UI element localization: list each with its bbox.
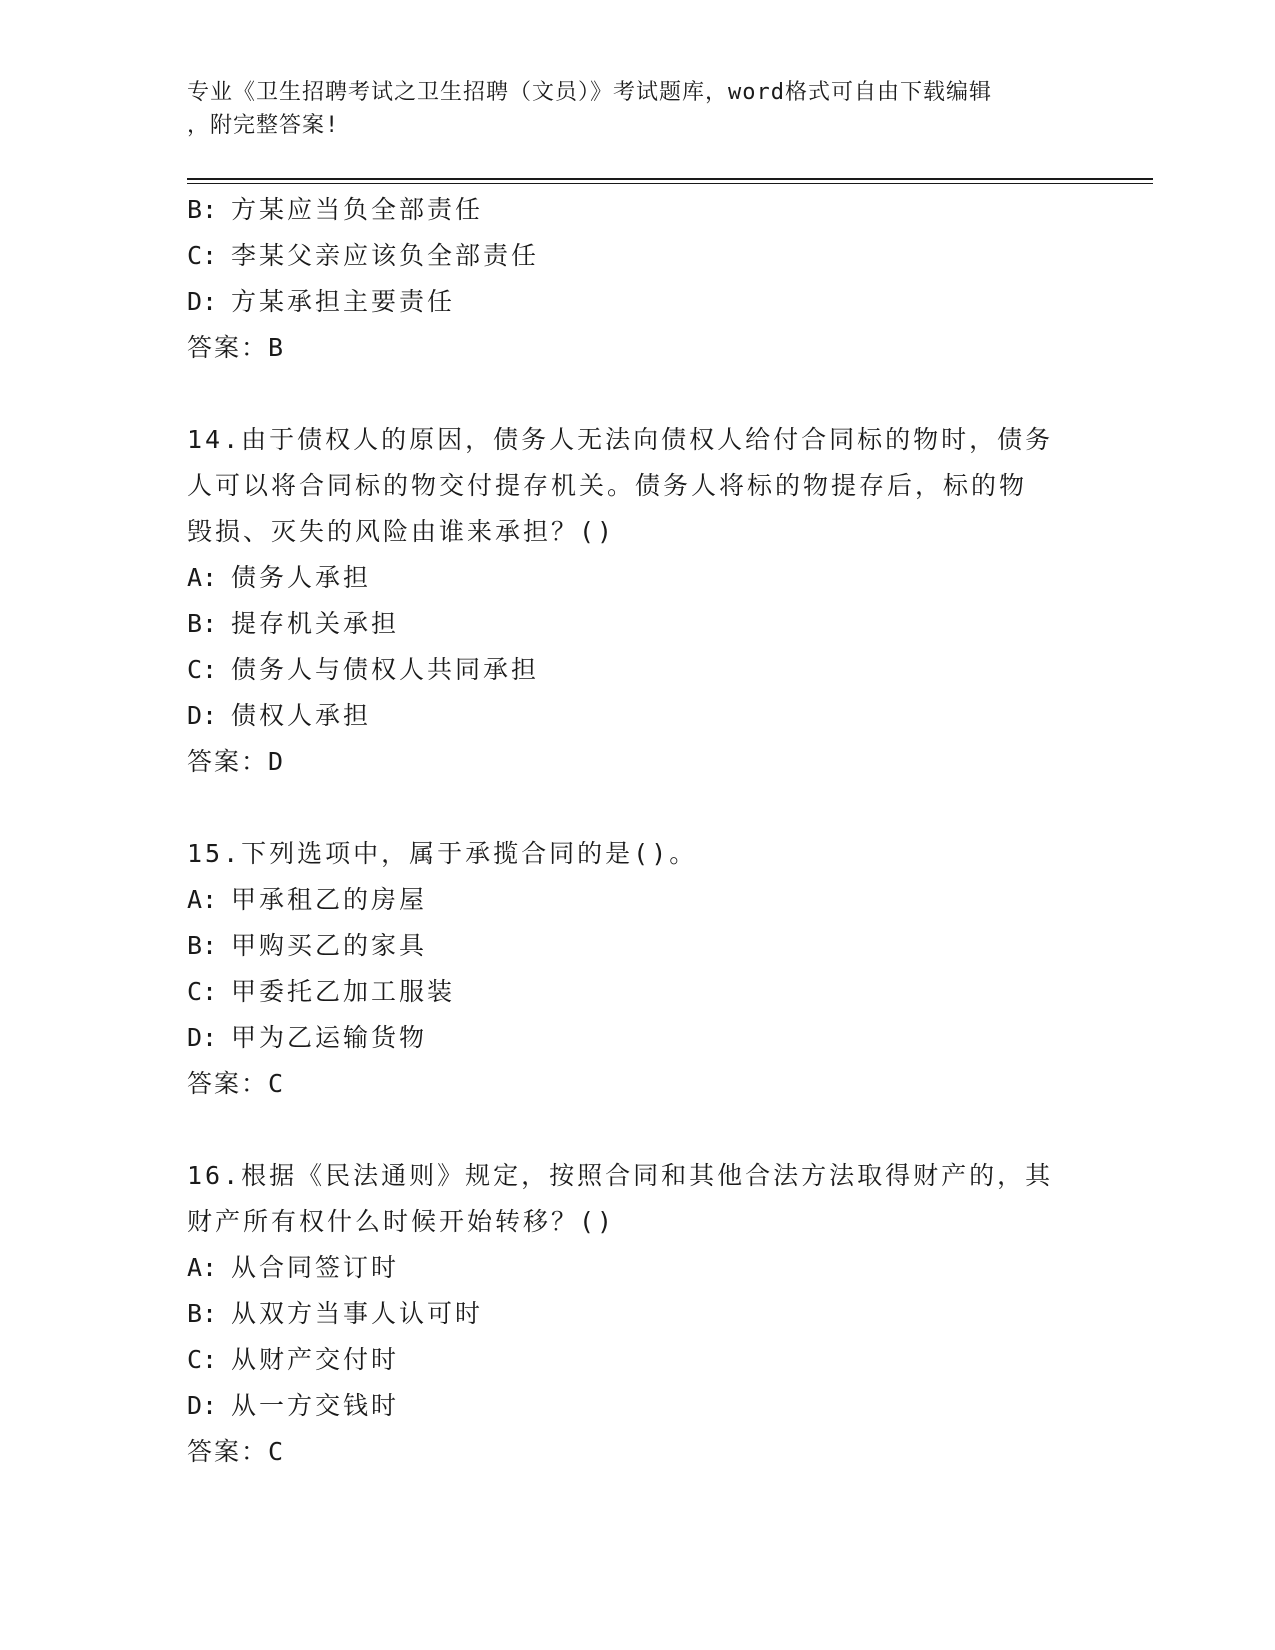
option-letter: C: [187, 241, 218, 270]
option-letter: A: [187, 563, 218, 592]
option-text: 甲委托乙加工服装 [231, 977, 456, 1006]
answer-label: 答案： [187, 1069, 269, 1098]
option-text: 李某父亲应该负全部责任 [231, 241, 540, 270]
question-text-line: 毁损、灭失的风险由谁来承担？() [187, 517, 616, 546]
option-letter: A: [187, 1253, 218, 1282]
option-c [187, 647, 1087, 693]
question-14 [187, 417, 1087, 785]
question-16 [187, 1153, 1087, 1475]
option-b [187, 187, 1087, 233]
question-list [187, 187, 1087, 1475]
option-b [187, 1291, 1087, 1337]
question-15 [187, 831, 1087, 1107]
option-d [187, 1383, 1087, 1429]
option-letter: C: [187, 655, 218, 684]
option-text: 从双方当事人认可时 [231, 1299, 484, 1328]
option-letter: D: [187, 287, 218, 316]
answer-label: 答案： [187, 1437, 269, 1466]
answer-value: C [268, 1437, 285, 1466]
header-divider-thick [187, 178, 1153, 180]
option-b [187, 601, 1087, 647]
option-letter: A: [187, 885, 218, 914]
option-d [187, 693, 1087, 739]
option-text: 从一方交钱时 [231, 1391, 400, 1420]
document-header [187, 76, 1067, 142]
option-text: 甲承租乙的房屋 [231, 885, 428, 914]
option-text: 债务人与债权人共同承担 [231, 655, 540, 684]
option-d [187, 279, 1087, 325]
option-letter: D: [187, 701, 218, 730]
option-letter: D: [187, 1023, 218, 1052]
question-text-line: 14.由于债权人的原因，债务人无法向债权人给付合同标的物时，债务 [187, 425, 1054, 454]
spacer [187, 371, 1087, 417]
answer-line [187, 739, 1087, 785]
option-text: 方某应当负全部责任 [231, 195, 484, 224]
answer-label: 答案： [187, 333, 269, 362]
header-line-1: 专业《卫生招聘考试之卫生招聘（文员）》考试题库，word格式可自由下载编辑 [187, 80, 992, 105]
question-text-line: 16.根据《民法通则》规定，按照合同和其他合法方法取得财产的，其 [187, 1161, 1054, 1190]
spacer [187, 785, 1087, 831]
option-b [187, 923, 1087, 969]
answer-value: B [268, 333, 285, 362]
answer-value: D [268, 747, 285, 776]
option-text: 甲为乙运输货物 [231, 1023, 428, 1052]
header-line-2: ，附完整答案! [187, 113, 340, 138]
question-13-tail [187, 187, 1087, 371]
option-letter: B: [187, 931, 218, 960]
answer-value: C [268, 1069, 285, 1098]
question-text [187, 831, 1067, 877]
option-letter: C: [187, 977, 218, 1006]
option-c [187, 1337, 1087, 1383]
option-c [187, 969, 1087, 1015]
question-text [187, 417, 1067, 555]
option-letter: C: [187, 1345, 218, 1374]
header-divider-thin [187, 183, 1153, 184]
answer-label: 答案： [187, 747, 269, 776]
question-text-line: 15.下列选项中，属于承揽合同的是()。 [187, 839, 698, 868]
option-a [187, 877, 1087, 923]
option-text: 方某承担主要责任 [231, 287, 456, 316]
option-letter: B: [187, 195, 218, 224]
answer-line [187, 325, 1087, 371]
option-text: 债务人承担 [231, 563, 372, 592]
question-text-line: 财产所有权什么时候开始转移？() [187, 1207, 616, 1236]
option-text: 从财产交付时 [231, 1345, 400, 1374]
answer-line [187, 1429, 1087, 1475]
option-text: 债权人承担 [231, 701, 372, 730]
option-text: 从合同签订时 [231, 1253, 400, 1282]
question-text [187, 1153, 1067, 1245]
option-a [187, 555, 1087, 601]
option-letter: B: [187, 609, 218, 638]
option-letter: B: [187, 1299, 218, 1328]
option-a [187, 1245, 1087, 1291]
option-text: 甲购买乙的家具 [231, 931, 428, 960]
option-letter: D: [187, 1391, 218, 1420]
answer-line [187, 1061, 1087, 1107]
option-text: 提存机关承担 [231, 609, 400, 638]
option-d [187, 1015, 1087, 1061]
option-c [187, 233, 1087, 279]
spacer [187, 1107, 1087, 1153]
question-text-line: 人可以将合同标的物交付提存机关。债务人将标的物提存后，标的物 [187, 471, 1028, 500]
